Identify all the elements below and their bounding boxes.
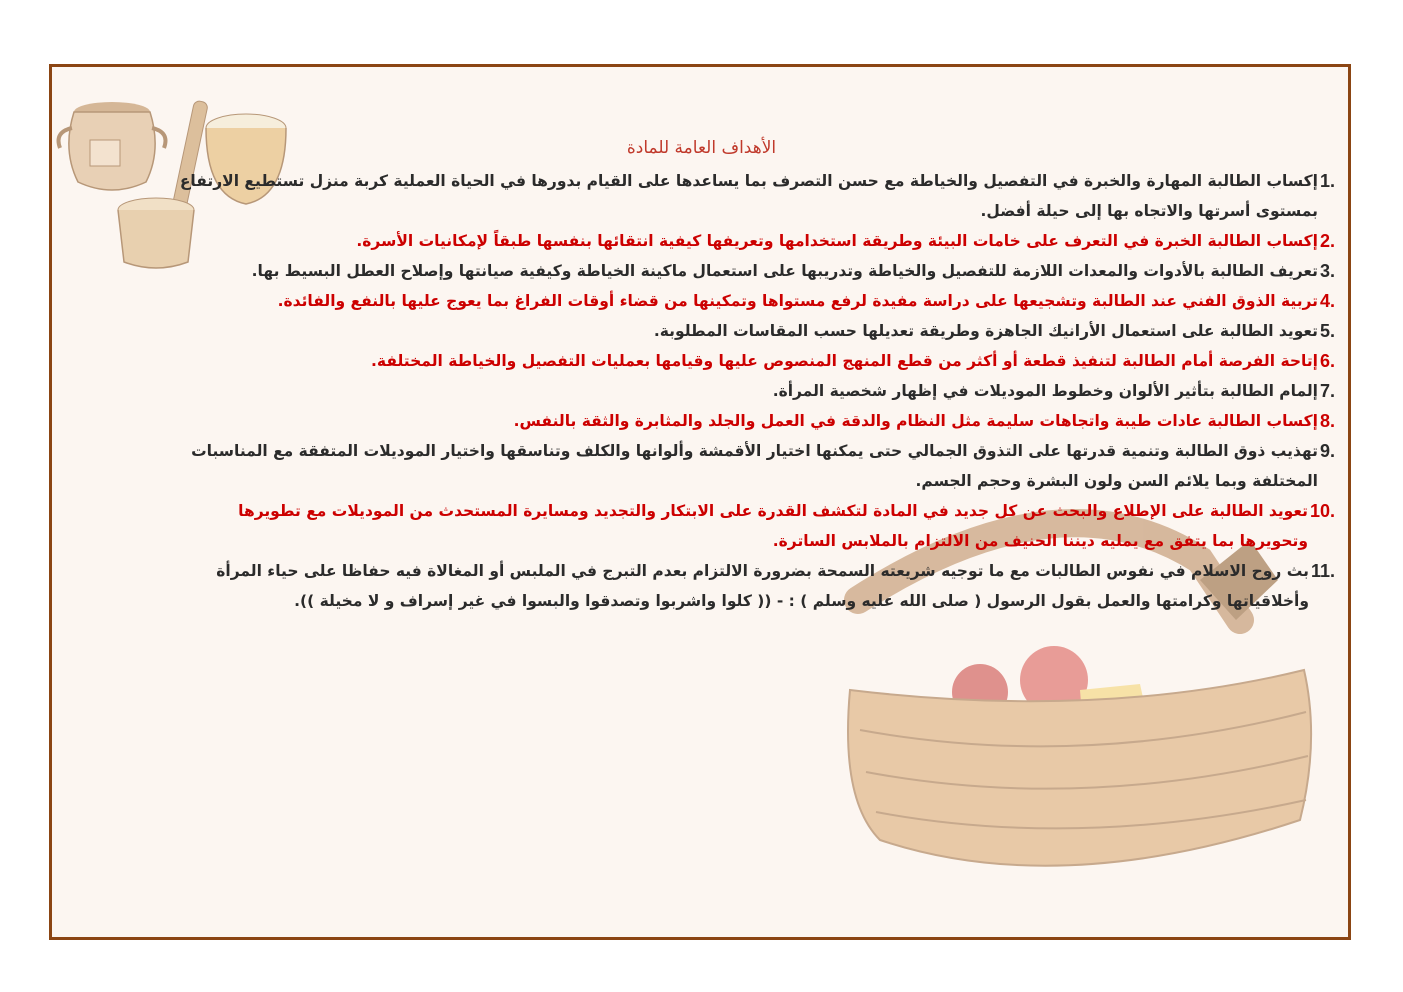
- list-item: [90, 406, 1335, 436]
- item-number: 9.: [1319, 441, 1335, 461]
- list-item: [90, 286, 1335, 316]
- list-item: [90, 346, 1335, 376]
- item-number: 8.: [1319, 411, 1335, 431]
- item-text: إكساب الطالبة المهارة والخبرة في التفصيل والخياطة مع حسن التصرف بما يساعدها على القيام بدورها في الحياة العملية كربة منزل تستطيع الارتفاع بمستوى أسرتها والاتجاه بها إلى حيلة أفضل.: [179, 172, 1318, 220]
- objectives-list: [90, 166, 1335, 616]
- item-number: 1.: [1319, 171, 1335, 191]
- list-item: [90, 376, 1335, 406]
- item-text: تعريف الطالبة بالأدوات والمعدات اللازمة للتفصيل والخياطة وتدريبها على استعمال ماكينة الخياطة وكيفية صيانتها وإصلاح العطل البسيط بها.: [251, 262, 1318, 280]
- item-text: تربية الذوق الفني عند الطالبة وتشجيعها على دراسة مفيدة لرفع مستواها وتمكينها من قضاء أوقات الفراغ بما يعوج عليها بالنفع والفائدة.: [277, 292, 1318, 310]
- list-item: [90, 256, 1335, 286]
- item-text: تعويد الطالبة على استعمال الأرانيك الجاهزة وطريقة تعديلها حسب المقاسات المطلوبة.: [653, 322, 1318, 340]
- item-number: 6.: [1319, 351, 1335, 371]
- item-number: 11.: [1310, 561, 1335, 581]
- item-number: 3.: [1319, 261, 1335, 281]
- list-item: [90, 556, 1335, 616]
- list-item: [90, 166, 1335, 226]
- item-text: تهذيب ذوق الطالبة وتنمية قدرتها على التذوق الجمالي حتى يمكنها اختيار الأقمشة وألوانها والكلف وتناسقها واختيار الموديلات المتفقة مع المناسبات المختلفة وبما يلائم السن ولون البشرة وحجم الجسم.: [191, 442, 1318, 490]
- list-item: [90, 226, 1335, 256]
- list-item: [90, 436, 1335, 496]
- item-text: إتاحة الفرصة أمام الطالبة لتنفيذ قطعة أو أكثر من قطع المنهج المنصوص عليها وقيامها بعمليات التفصيل والخياطة المختلفة.: [371, 352, 1318, 370]
- item-number: 5.: [1319, 321, 1335, 341]
- item-text: بث روح الاسلام في نفوس الطالبات مع ما توجيه شريعته السمحة بضرورة الالتزام بعدم التبرج في الملبس أو المغالاة فيه حفاظا على حياء المرأة وأخلاقياتها وكرامتها والعمل بقول الرسول ( صلى الله عليه وسلم ) : - (( كلوا واشربوا وتصدقوا والبسوا في غير إسراف و لا مخيلة )).: [216, 562, 1309, 610]
- item-number: 4.: [1319, 291, 1335, 311]
- item-text: إلمام الطالبة بتأثير الألوان وخطوط الموديلات في إظهار شخصية المرأة.: [772, 382, 1318, 400]
- item-number: 7.: [1319, 381, 1335, 401]
- item-number: 10.: [1309, 501, 1335, 521]
- list-item: [90, 496, 1335, 556]
- item-text: إكساب الطالبة الخبرة في التعرف على خامات البيئة وطريقة استخدامها وتعريفها كيفية انتقائها بنفسها طبقاً لإمكانيات الأسرة.: [356, 232, 1318, 250]
- list-item: [90, 316, 1335, 346]
- item-text: إكساب الطالبة عادات طيبة واتجاهات سليمة مثل النظام والدقة في العمل والجلد والمثابرة والثقة بالنفس.: [513, 412, 1318, 430]
- page-title: الأهداف العامة للمادة: [626, 138, 777, 158]
- item-text: تعويد الطالبة على الإطلاع والبحث عن كل جديد في المادة لتكشف القدرة على الابتكار والتجديد ومسايرة المستحدث من الموديلات مع تطويرها وتحويرها بما يتفق مع يمليه ديننا الحنيف من الالتزام بالملابس الساترة.: [238, 502, 1308, 550]
- item-number: 2.: [1319, 231, 1335, 251]
